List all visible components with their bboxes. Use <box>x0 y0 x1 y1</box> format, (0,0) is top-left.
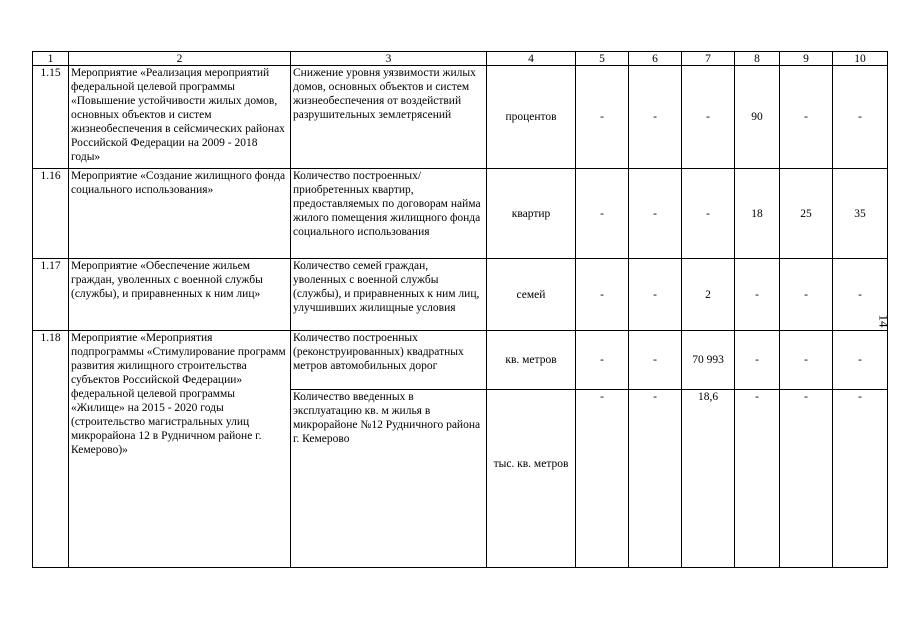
header-row <box>33 52 888 66</box>
value-cell: 90 <box>735 66 780 169</box>
page-number: 14 <box>876 314 892 328</box>
header-cell: 9 <box>780 52 833 66</box>
value-cell: - <box>682 66 735 169</box>
value-cell: - <box>629 169 682 259</box>
unit-cell: семей <box>487 259 576 331</box>
value-cell: - <box>833 259 888 331</box>
value-cell: - <box>576 331 629 390</box>
unit-cell: кв. метров <box>487 331 576 390</box>
value-cell: - <box>833 390 888 568</box>
header-cell: 2 <box>69 52 291 66</box>
header-cell: 10 <box>833 52 888 66</box>
unit-cell: квартир <box>487 169 576 259</box>
unit-cell: процентов <box>487 66 576 169</box>
header-cell: 3 <box>291 52 487 66</box>
indicator-table <box>32 51 888 568</box>
activity-cell: Мероприятие «Обеспечение жильем граждан, уволенных с военной службы (службы), и приравненных к ним лиц» <box>69 259 291 331</box>
row-number: 1.15 <box>33 66 69 169</box>
header-cell: 1 <box>33 52 69 66</box>
value-cell: 18 <box>735 169 780 259</box>
value-cell: 18,6 <box>682 390 735 568</box>
header-cell: 5 <box>576 52 629 66</box>
value-cell: - <box>576 169 629 259</box>
value-cell: - <box>682 169 735 259</box>
header-cell: 6 <box>629 52 682 66</box>
value-cell: - <box>629 331 682 390</box>
value-cell: - <box>780 259 833 331</box>
value-cell: - <box>576 390 629 568</box>
value-cell: 70 993 <box>682 331 735 390</box>
row-number: 1.18 <box>33 331 69 568</box>
value-cell: 25 <box>780 169 833 259</box>
value-cell: - <box>833 331 888 390</box>
indicator-cell: Снижение уровня уязвимости жилых домов, основных объектов и систем жизнеобеспечения от воздействий разрушительных землетрясений <box>291 66 487 169</box>
table-row <box>33 66 888 169</box>
value-cell: - <box>576 259 629 331</box>
value-cell: 2 <box>682 259 735 331</box>
unit-cell: тыс. кв. метров <box>487 390 576 568</box>
indicator-cell: Количество семей граждан, уволенных с военной службы (службы), и приравненных к ним лиц, улучшивших жилищные условия <box>291 259 487 331</box>
value-cell: - <box>735 331 780 390</box>
value-cell: - <box>629 259 682 331</box>
value-cell: - <box>629 66 682 169</box>
header-cell: 7 <box>682 52 735 66</box>
value-cell: - <box>576 66 629 169</box>
activity-cell: Мероприятие «Создание жилищного фонда социального использования» <box>69 169 291 259</box>
row-number: 1.16 <box>33 169 69 259</box>
indicator-cell: Количество построенных (реконструированных) квадратных метров автомобильных дорог <box>291 331 487 390</box>
row-number: 1.17 <box>33 259 69 331</box>
activity-cell: Мероприятие «Мероприятия подпрограммы «Стимулирование программ развития жилищного строительства субъектов Российской Федерации» федеральной целевой программы «Жилище» на 2015 - 2020 годы (строительство магистральных улиц микрорайона 12 в Рудничном районе г. Кемерово)» <box>69 331 291 568</box>
value-cell: - <box>629 390 682 568</box>
indicator-cell: Количество построенных/ приобретенных квартир, предоставляемых по договорам найма жилого помещения жилищного фонда социального использования <box>291 169 487 259</box>
value-cell: - <box>833 66 888 169</box>
value-cell: - <box>735 390 780 568</box>
header-cell: 8 <box>735 52 780 66</box>
table-row <box>33 169 888 259</box>
value-cell: - <box>780 390 833 568</box>
value-cell: 35 <box>833 169 888 259</box>
header-cell: 4 <box>487 52 576 66</box>
indicator-cell: Количество введенных в эксплуатацию кв. м жилья в микрорайоне №12 Рудничного района г. Кемерово <box>291 390 487 568</box>
value-cell: - <box>780 331 833 390</box>
activity-cell: Мероприятие «Реализация мероприятий федеральной целевой программы «Повышение устойчивости жилых домов, основных объектов и систем жизнеобеспечения в сейсмических районах Российской Федерации на 2009 - 2018 годы» <box>69 66 291 169</box>
value-cell: - <box>735 259 780 331</box>
table-row <box>33 259 888 331</box>
value-cell: - <box>780 66 833 169</box>
table-row <box>33 331 888 390</box>
